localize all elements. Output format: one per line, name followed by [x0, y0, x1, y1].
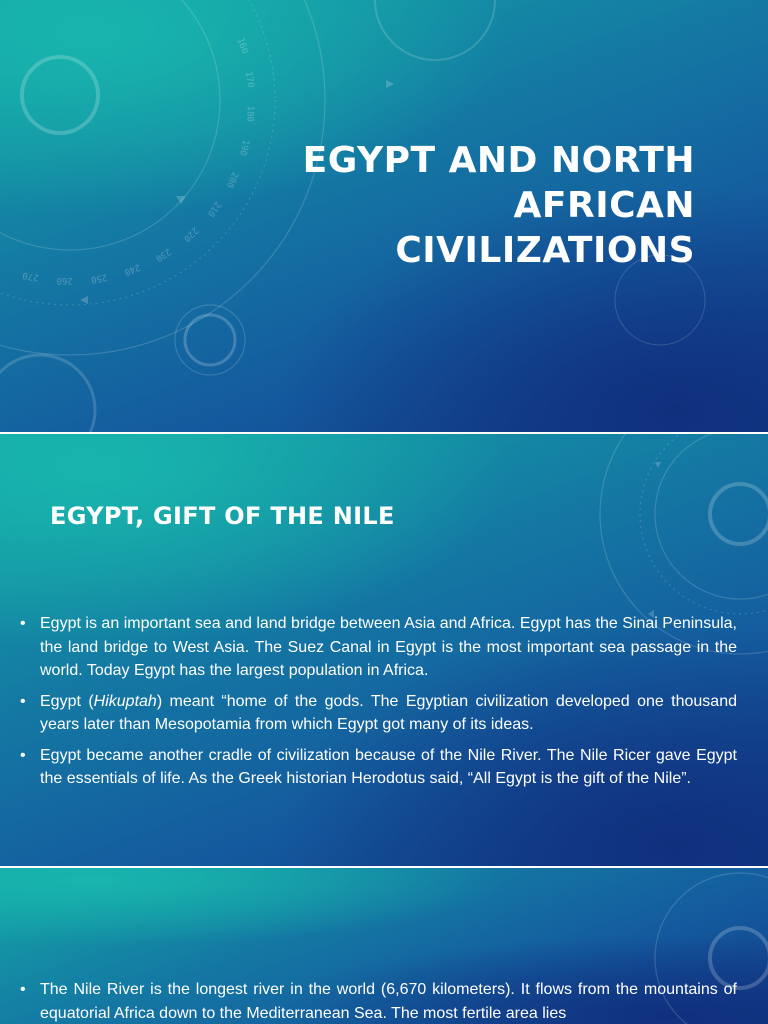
dial-number: 200 — [223, 170, 240, 190]
bullet-text: Egypt became another cradle of civilization because of the Nile River. The Nile Ricer gave Egypt the essentials of life. As the Greek historian Herodotus said, “All Egypt is the gift of the Nile”. — [40, 746, 737, 787]
bullet-icon: • — [20, 615, 26, 632]
dial-number: 190 — [237, 138, 251, 157]
dial-number: 210 — [204, 199, 223, 219]
title-line: EGYPT AND NORTH — [302, 140, 695, 181]
slide-title — [175, 138, 695, 273]
bullet-icon: • — [20, 692, 26, 710]
slide-title: EGYPT, GIFT OF THE NILE — [50, 502, 395, 530]
bullet-text-part: ) meant “home of the gods. The Egyptian civilization developed one thousand years later than Mesopotamia from which Egypt got many of its ideas. — [40, 692, 738, 733]
title-line: AFRICAN — [513, 185, 695, 226]
dial-number: 220 — [181, 224, 200, 244]
bullet-item — [20, 978, 737, 1024]
slide-3 — [0, 868, 768, 1024]
dial-number: 260 — [56, 275, 73, 286]
bullet-text-emphasis: Hikuptah — [93, 692, 157, 710]
bullet-list — [20, 978, 737, 1024]
title-line: CIVILIZATIONS — [395, 230, 695, 271]
bullet-icon: • — [20, 981, 26, 998]
dial-number: 240 — [122, 261, 142, 277]
dial-number: 160 — [234, 36, 250, 56]
bullet-list — [20, 612, 737, 798]
bullet-text-part: Egypt ( — [40, 692, 94, 710]
bullet-icon: • — [20, 746, 26, 764]
bullet-text — [40, 693, 737, 734]
bullet-text: Egypt is an important sea and land bridge between Asia and Africa. Egypt has the Sinai Peninsula, the land bridge to West Asia. The Suez Canal in Egypt is the most important sea passage in the world. Today Egypt has the largest population in Africa. — [40, 615, 737, 679]
bullet-item — [20, 744, 737, 791]
slide-2 — [0, 434, 768, 866]
dial-number: 170 — [242, 70, 256, 89]
bullet-item — [20, 690, 737, 737]
slide-1 — [0, 0, 768, 432]
dial-number: 270 — [21, 269, 40, 283]
dial-number: 250 — [89, 271, 108, 285]
dial-number: 230 — [153, 245, 173, 264]
dial-number: 180 — [244, 105, 255, 123]
bullet-item — [20, 612, 737, 683]
bullet-text: The Nile River is the longest river in the world (6,670 kilometers). It flows from the mountains of equatorial Africa down to the Mediterranean Sea. The most fertile area lies — [40, 981, 737, 1022]
